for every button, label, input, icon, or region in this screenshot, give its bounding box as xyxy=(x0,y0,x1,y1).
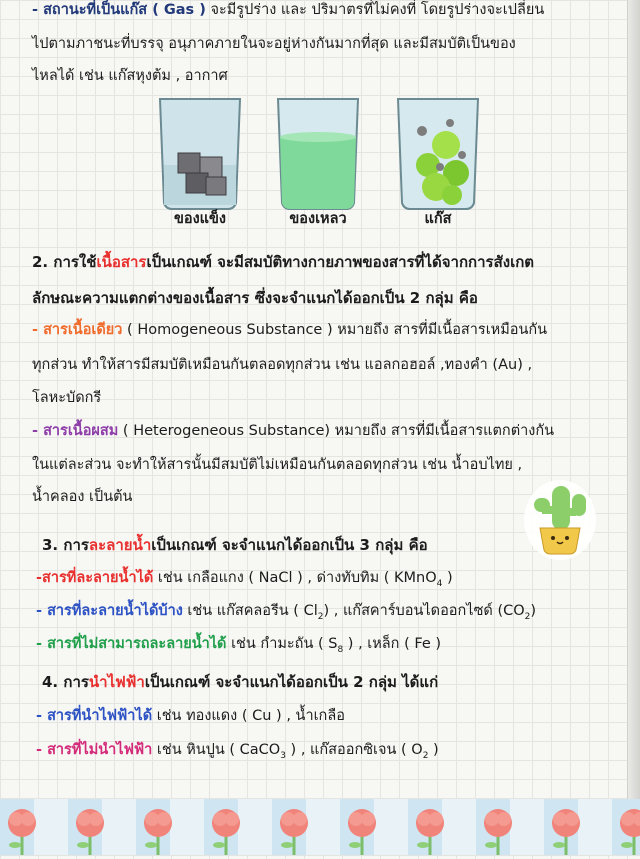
solid-caption: ของแข็ง xyxy=(173,211,227,227)
nonconductor-sub-2: 2 xyxy=(422,750,429,761)
heterogeneous-label: - สารเนื้อผสม xyxy=(32,423,119,439)
page-edge xyxy=(627,0,640,855)
soluble-subscript: 4 xyxy=(436,578,443,589)
tulip-icon xyxy=(144,809,172,855)
gas-label: - สถานะที่เป็นแก๊ส ( Gas ) xyxy=(32,2,206,18)
insoluble-subscript: 8 xyxy=(337,644,344,655)
gas-caption: แก๊ส xyxy=(424,211,452,227)
conductor-text: เช่น ทองแดง ( Cu ) , น้ำเกลือ xyxy=(152,708,345,724)
insoluble-line xyxy=(36,634,616,660)
section-2-heading xyxy=(32,252,616,272)
soluble-label: -สารที่ละลายน้ำได้ xyxy=(36,570,154,586)
liquid-caption: ของเหลว xyxy=(289,211,347,227)
section-3-heading xyxy=(42,535,616,555)
homogeneous-text-1: ( Homogeneous Substance ) หมายถึง สารที่มีเนื้อสารเหมือนกัน xyxy=(122,322,548,338)
conductor-line xyxy=(36,706,616,726)
section-3-suffix: เป็นเกณฑ์ จะจำแนกได้ออกเป็น 3 กลุ่ม คือ xyxy=(151,536,428,554)
tulip-icon xyxy=(8,809,36,855)
homogeneous-line-1 xyxy=(32,320,616,340)
gas-line-2: ไปตามภาชนะที่บรรจุ อนุภาคภายในจะอยู่ห่างกันมากที่สุด และมีสมบัติเป็นของ xyxy=(32,36,516,52)
gas-line-3: ไหลได้ เช่น แก๊สหุงต้ม , อากาศ xyxy=(32,68,228,84)
partly-soluble-text: เช่น แก๊สคลอรีน ( Cl xyxy=(182,603,318,619)
nonconductor-label: - สารที่ไม่นำไฟฟ้า xyxy=(36,742,153,758)
solid-beaker-icon xyxy=(160,99,240,209)
homogeneous-line-2: ทุกส่วน ทำให้สารมีสมบัติเหมือนกันตลอดทุกส่วน เช่น แอลกอฮอล์ ,ทองคำ (Au) , xyxy=(32,357,533,373)
soluble-text: เช่น เกลือแกง ( NaCl ) , ด่างทับทิม ( KMnO xyxy=(153,570,437,586)
heterogeneous-line-2: ในแต่ละส่วน จะทำให้สารนั้นมีสมบัติไม่เหมือนกันตลอดทุกส่วน เช่น น้ำอบไทย , xyxy=(32,457,523,473)
gas-text-1: จะมีรูปร่าง และ ปริมาตรที่ไม่คงที่ โดยรูปร่างจะเปลี่ยน xyxy=(205,2,545,18)
section-4-keyword: นำไฟฟ้า xyxy=(88,673,145,691)
section-4-heading xyxy=(42,672,616,692)
tulip-icon xyxy=(416,809,444,855)
tulip-icon xyxy=(76,809,104,855)
insoluble-text: เช่น กำมะถัน ( S xyxy=(226,636,338,652)
partly-soluble-mid: ) , แก๊สคาร์บอนไดออกไซด์ (CO xyxy=(323,603,525,619)
soluble-end: ) xyxy=(442,570,453,586)
tulip-icon xyxy=(484,809,512,855)
soluble-line xyxy=(36,568,616,594)
homogeneous-label: - สารเนื้อเดียว xyxy=(32,322,123,338)
partly-soluble-end: ) xyxy=(530,603,537,619)
gas-beaker-icon xyxy=(398,99,478,209)
nonconductor-text: เช่น หินปูน ( CaCO xyxy=(152,742,281,758)
section-3-prefix: 3. การ xyxy=(42,536,89,554)
insoluble-label: - สารที่ไม่สามารถละลายน้ำได้ xyxy=(36,636,227,652)
partly-soluble-label: - สารที่ละลายน้ำได้บ้าง xyxy=(36,603,183,619)
nonconductor-line xyxy=(36,740,616,766)
tulip-icon xyxy=(280,809,308,855)
nonconductor-sub-1: 3 xyxy=(280,750,286,761)
tulip-icon xyxy=(212,809,240,855)
tulip-icon xyxy=(620,809,640,855)
nonconductor-mid: ) , แก๊สออกซิเจน ( O xyxy=(285,742,423,758)
partly-soluble-sub-1: 2 xyxy=(317,611,324,622)
beakers-svg xyxy=(150,95,490,210)
tulip-border xyxy=(0,799,640,855)
conductor-label: - สารที่นำไฟฟ้าได้ xyxy=(36,708,153,724)
insoluble-end: ) , เหล็ก ( Fe ) xyxy=(343,636,442,652)
tulip-border-svg xyxy=(0,799,640,855)
section-4-suffix: เป็นเกณฑ์ จะจำแนกได้ออกเป็น 2 กลุ่ม ได้แก่ xyxy=(144,673,439,691)
section-2-suffix: เป็นเกณฑ์ จะมีสมบัติทางกายภาพของสารที่ได้จากการสังเกต xyxy=(146,253,535,271)
partly-soluble-line xyxy=(36,601,616,627)
liquid-beaker-icon xyxy=(278,99,358,209)
tulip-icon xyxy=(348,809,376,855)
heterogeneous-line-3: น้ำคลอง เป็นต้น xyxy=(32,489,133,505)
nonconductor-end: ) xyxy=(428,742,439,758)
section-2-prefix: 2. การใช้ xyxy=(32,253,97,271)
section-4-prefix: 4. การ xyxy=(42,673,89,691)
tulip-icon xyxy=(552,809,580,855)
section-3-keyword: ละลายน้ำ xyxy=(88,536,152,554)
section-2-keyword: เนื้อสาร xyxy=(96,253,147,271)
gas-line-1 xyxy=(32,0,616,20)
heterogeneous-line-1 xyxy=(32,421,616,441)
partly-soluble-sub-2: 2 xyxy=(524,611,531,622)
homogeneous-line-3: โลหะบัดกรี xyxy=(32,390,102,406)
heterogeneous-text-1: ( Heterogeneous Substance) หมายถึง สารที่มีเนื้อสารแตกต่างกัน xyxy=(118,423,555,439)
section-2-line-2: ลักษณะความแตกต่างของเนื้อสาร ซึ่งจะจำแนกได้ออกเป็น 2 กลุ่ม คือ xyxy=(32,289,478,307)
